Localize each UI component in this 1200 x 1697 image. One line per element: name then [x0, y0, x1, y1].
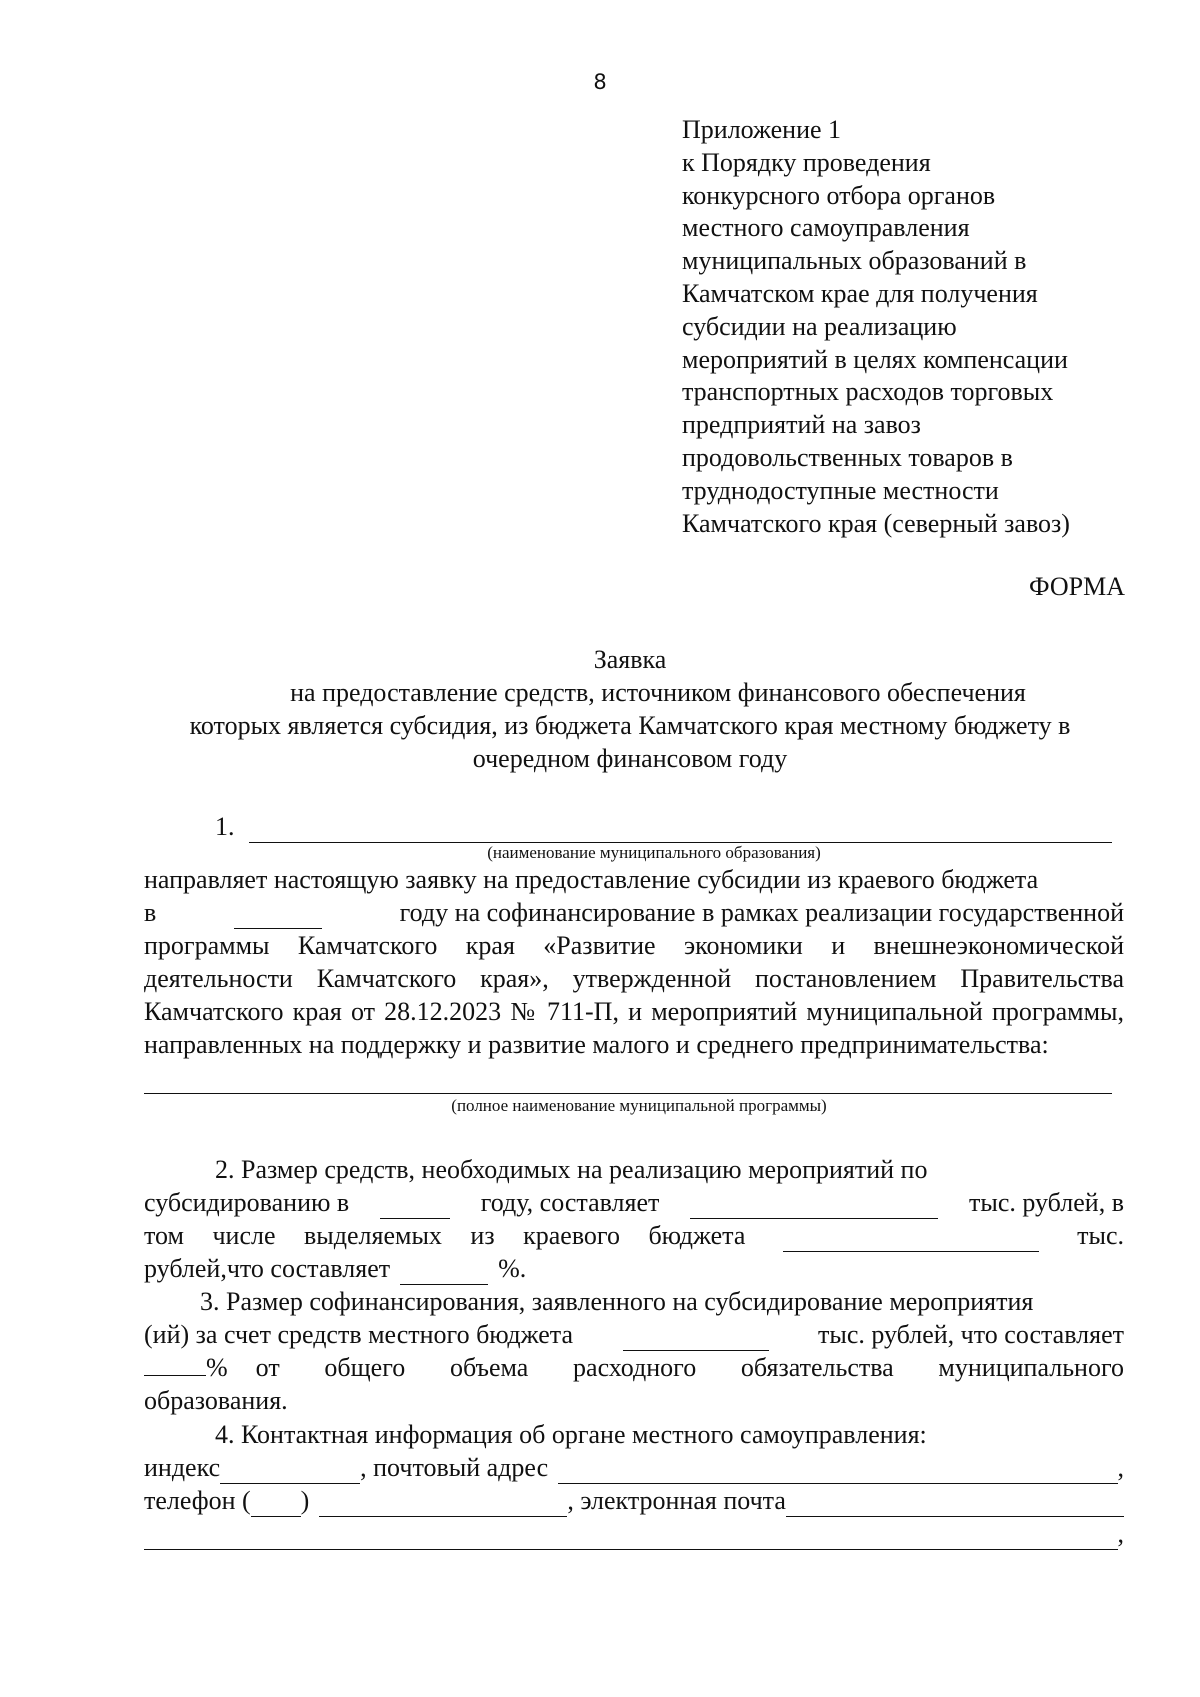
text-fragment: тыс. рублей, в: [969, 1188, 1124, 1217]
text-fragment: том числе выделяемых из краевого бюджета: [144, 1221, 746, 1250]
text-fragment: ,: [1117, 1453, 1124, 1482]
text-fragment: , почтовый адрес: [360, 1453, 549, 1482]
title-line: которых является субсидия, из бюджета Камчатского края местному бюджету в: [189, 711, 1071, 740]
year-field[interactable]: [234, 906, 322, 929]
appendix-line: транспортных расходов торговых: [682, 377, 1054, 407]
email-field[interactable]: [786, 1494, 1124, 1517]
paragraph-3: [144, 1285, 1124, 1417]
percent-field[interactable]: [144, 1353, 206, 1376]
postal-address-field[interactable]: [558, 1461, 1117, 1484]
text-fragment: году, составляет: [480, 1188, 660, 1217]
text-fragment: году на софинансирование в рамках реализации государственной: [399, 898, 1124, 927]
appendix-line: к Порядку проведения: [682, 147, 931, 177]
text-line: 3. Размер софинансирования, заявленного на субсидирование мероприятия: [200, 1287, 1034, 1316]
text-fragment: %.: [498, 1254, 527, 1283]
text-line: направляет настоящую заявку на предоставление субсидии из краевого бюджета: [144, 865, 1039, 894]
total-amount-field[interactable]: [690, 1196, 938, 1219]
text-fragment: %: [206, 1353, 228, 1382]
paragraph-text: программы Камчатского края «Развитие экономики и внешнеэкономической деятельности Камчатского края», утвержденной постановлением Правительства Камчатского края от 28.12.2023 № 711-П, и мероприятий муниципальной программы, направленных на поддержку и развитие малого и среднего предпринимательства:: [144, 931, 1124, 1059]
text-fragment: (ий) за счет средств местного бюджета: [144, 1320, 574, 1349]
title-line: Заявка: [593, 645, 667, 674]
appendix-line: труднодоступные местности: [682, 475, 999, 505]
phone-number-field[interactable]: [319, 1494, 567, 1517]
paragraph-4: [144, 1418, 1124, 1550]
text-fragment: субсидированию в: [144, 1188, 350, 1217]
municipality-name-field[interactable]: [249, 820, 1113, 843]
text-fragment: ): [300, 1486, 310, 1515]
percent-group: [144, 1351, 228, 1384]
local-amount-field[interactable]: [623, 1328, 769, 1351]
program-name-field[interactable]: [144, 1091, 1112, 1094]
paragraph-1: [144, 810, 1124, 1116]
text-fragment: в: [144, 898, 157, 927]
appendix-line: местного самоуправления: [682, 213, 970, 243]
text-fragment: телефон (: [144, 1486, 251, 1515]
text-fragment: от общего объема расходного обязательства муниципального: [255, 1353, 1124, 1382]
appendix-line: Камчатского края (северный завоз): [682, 508, 1070, 538]
percent-field[interactable]: [400, 1262, 488, 1285]
appendix-line: продовольственных товаров в: [682, 442, 1013, 472]
page-number: 8: [593, 70, 607, 94]
postal-index-field[interactable]: [220, 1461, 360, 1484]
text-line: 2. Размер средств, необходимых на реализацию мероприятий по: [215, 1155, 928, 1184]
appendix-line: муниципальных образований в: [682, 246, 1027, 276]
text-fragment: индекс: [144, 1453, 221, 1482]
title-line: очередном финансовом году: [472, 744, 788, 773]
paragraph-2: [144, 1153, 1124, 1285]
regional-amount-field[interactable]: [783, 1229, 1039, 1252]
appendix-line: Камчатском крае для получения: [682, 278, 1038, 308]
municipality-name-caption: (наименование муниципального образования): [487, 843, 821, 862]
appendix-line: субсидии на реализацию: [682, 311, 957, 341]
appendix-line: Приложение 1: [682, 115, 842, 144]
text-fragment: ,: [1117, 1519, 1124, 1548]
document-title: [130, 643, 1130, 775]
phone-code-field[interactable]: [251, 1494, 301, 1517]
year-field[interactable]: [380, 1196, 450, 1219]
appendix-block: [682, 114, 1162, 540]
text-fragment: , электронная почта: [567, 1486, 786, 1515]
appendix-line: предприятий на завоз: [682, 410, 921, 440]
email-continuation-field[interactable]: [144, 1527, 1118, 1550]
text-line: образования.: [144, 1386, 288, 1415]
form-label: ФОРМА: [1029, 572, 1125, 601]
paragraph-number: 1.: [215, 812, 235, 841]
text-line: 4. Контактная информация об органе местного самоуправления:: [215, 1420, 927, 1449]
title-line: на предоставление средств, источником финансового обеспечения: [290, 678, 1026, 707]
text-fragment: рублей,что составляет: [144, 1254, 391, 1283]
appendix-line: конкурсного отбора органов: [682, 180, 996, 210]
text-fragment: тыс.: [1077, 1221, 1124, 1250]
appendix-line: мероприятий в целях компенсации: [682, 344, 1068, 374]
text-fragment: тыс. рублей, что составляет: [817, 1320, 1124, 1349]
program-name-caption: (полное наименование муниципальной программы): [451, 1096, 827, 1115]
